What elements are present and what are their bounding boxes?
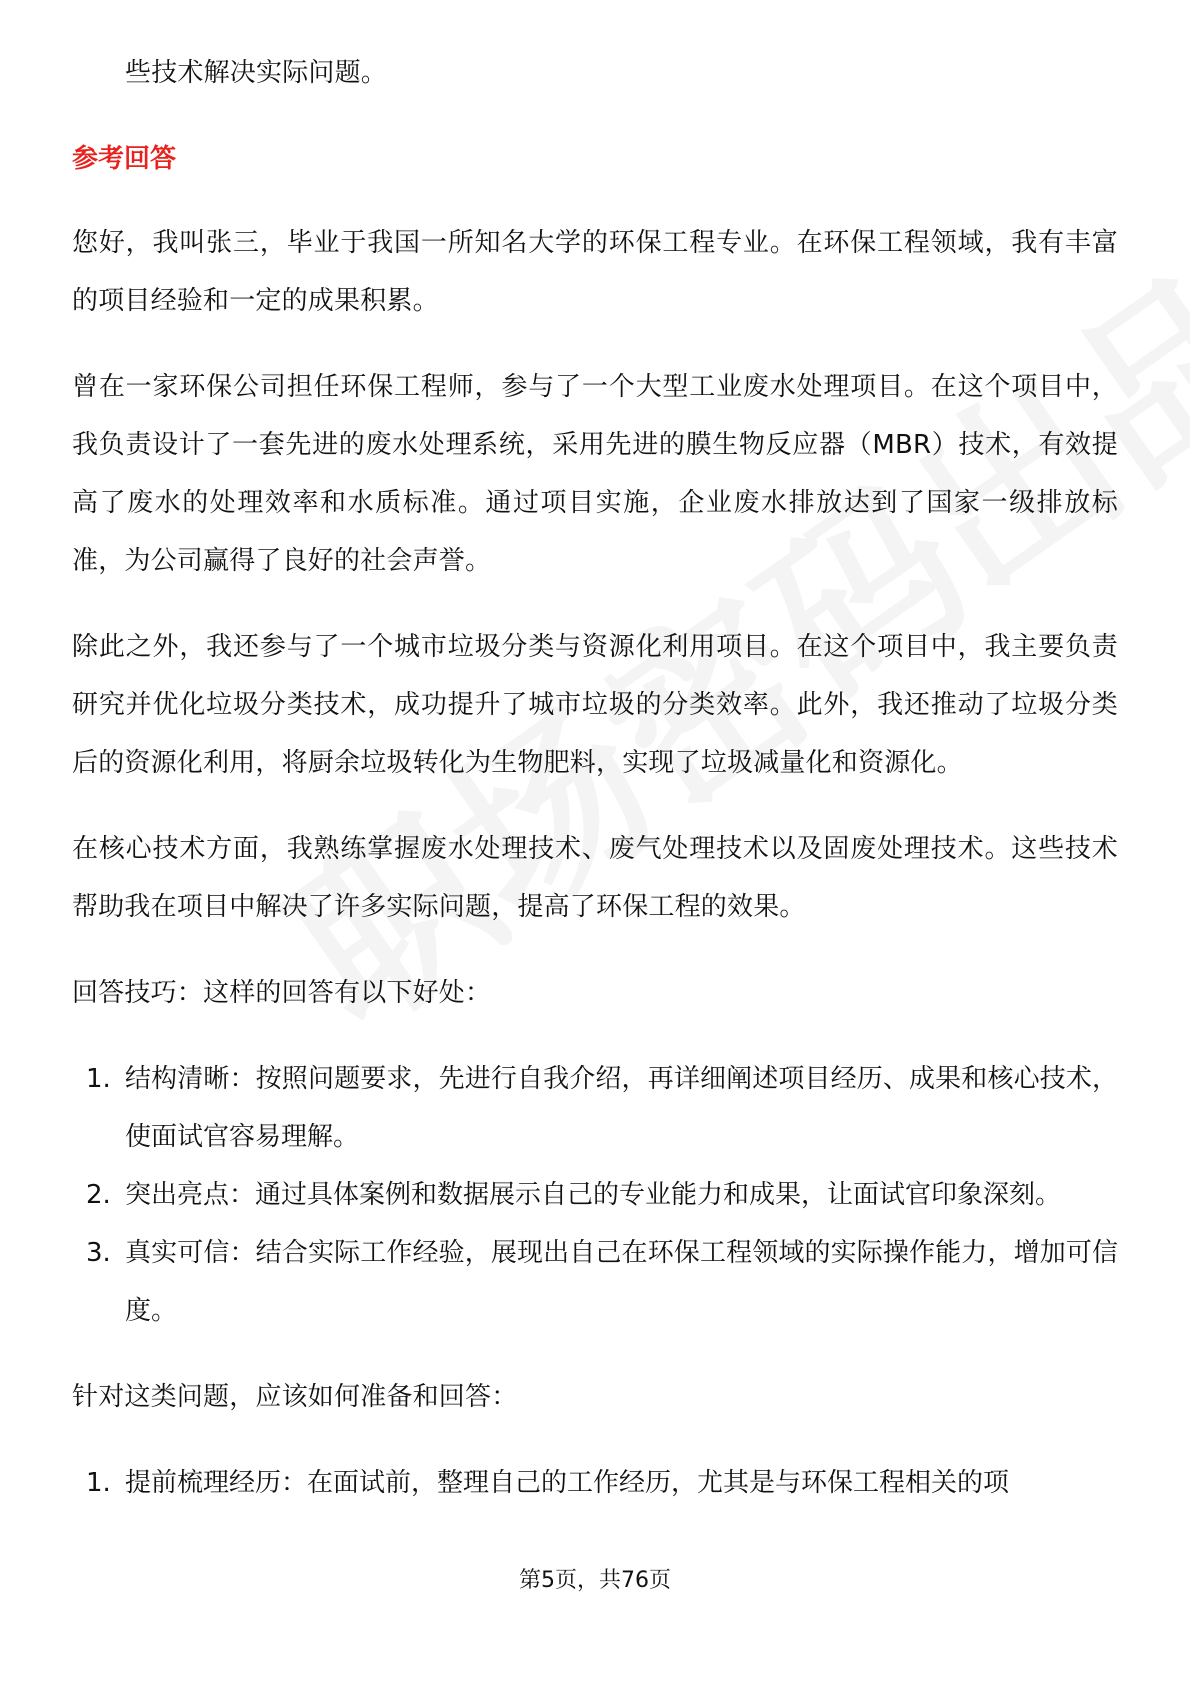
tips-list bbox=[72, 1050, 1118, 1340]
list-number: 1. bbox=[86, 1064, 111, 1094]
list-number: 3. bbox=[86, 1238, 111, 1268]
tips-intro: 回答技巧：这样的回答有以下好处： bbox=[72, 978, 492, 1008]
answer-paragraph-3: 除此之外，我还参与了一个城市垃圾分类与资源化利用项目。在这个项目中，我主要负责研究并优化垃圾分类技术，成功提升了城市垃圾的分类效率。此外，我还推动了垃圾分类后的资源化利用，将厨余垃圾转化为生物肥料，实现了垃圾减量化和资源化。 bbox=[72, 632, 1118, 778]
list-item bbox=[72, 1050, 1118, 1166]
page-number: 第5页，共76页 bbox=[519, 1568, 671, 1593]
answer-paragraph-1: 您好，我叫张三，毕业于我国一所知名大学的环保工程专业。在环保工程领域，我有丰富的项目经验和一定的成果积累。 bbox=[72, 228, 1118, 316]
list-item-text: 结构清晰：按照问题要求，先进行自我介绍，再详细阐述项目经历、成果和核心技术，使面试官容易理解。 bbox=[125, 1064, 1118, 1152]
section-heading: 参考回答 bbox=[72, 144, 177, 174]
list-number: 1. bbox=[86, 1468, 111, 1498]
prep-list bbox=[72, 1454, 1118, 1512]
list-item-text: 突出亮点：通过具体案例和数据展示自己的专业能力和成果，让面试官印象深刻。 bbox=[125, 1180, 1062, 1210]
list-item bbox=[72, 1224, 1118, 1340]
list-item-text: 提前梳理经历：在面试前，整理自己的工作经历，尤其是与环保工程相关的项 bbox=[125, 1468, 1010, 1498]
document-content bbox=[72, 44, 1118, 1540]
list-item bbox=[72, 1454, 1118, 1512]
list-number: 2. bbox=[86, 1180, 111, 1210]
list-item bbox=[72, 1166, 1118, 1224]
continuation-line: 些技术解决实际问题。 bbox=[125, 58, 388, 88]
prep-intro: 针对这类问题，应该如何准备和回答： bbox=[72, 1382, 518, 1412]
answer-paragraph-4: 在核心技术方面，我熟练掌握废水处理技术、废气处理技术以及固废处理技术。这些技术帮助我在项目中解决了许多实际问题，提高了环保工程的效果。 bbox=[72, 834, 1118, 922]
answer-paragraph-2: 曾在一家环保公司担任环保工程师，参与了一个大型工业废水处理项目。在这个项目中，我负责设计了一套先进的废水处理系统，采用先进的膜生物反应器（MBR）技术，有效提高了废水的处理效率和水质标准。通过项目实施，企业废水排放达到了国家一级排放标准，为公司赢得了良好的社会声誉。 bbox=[72, 372, 1118, 576]
list-item-text: 真实可信：结合实际工作经验，展现出自己在环保工程领域的实际操作能力，增加可信度。 bbox=[125, 1238, 1118, 1326]
